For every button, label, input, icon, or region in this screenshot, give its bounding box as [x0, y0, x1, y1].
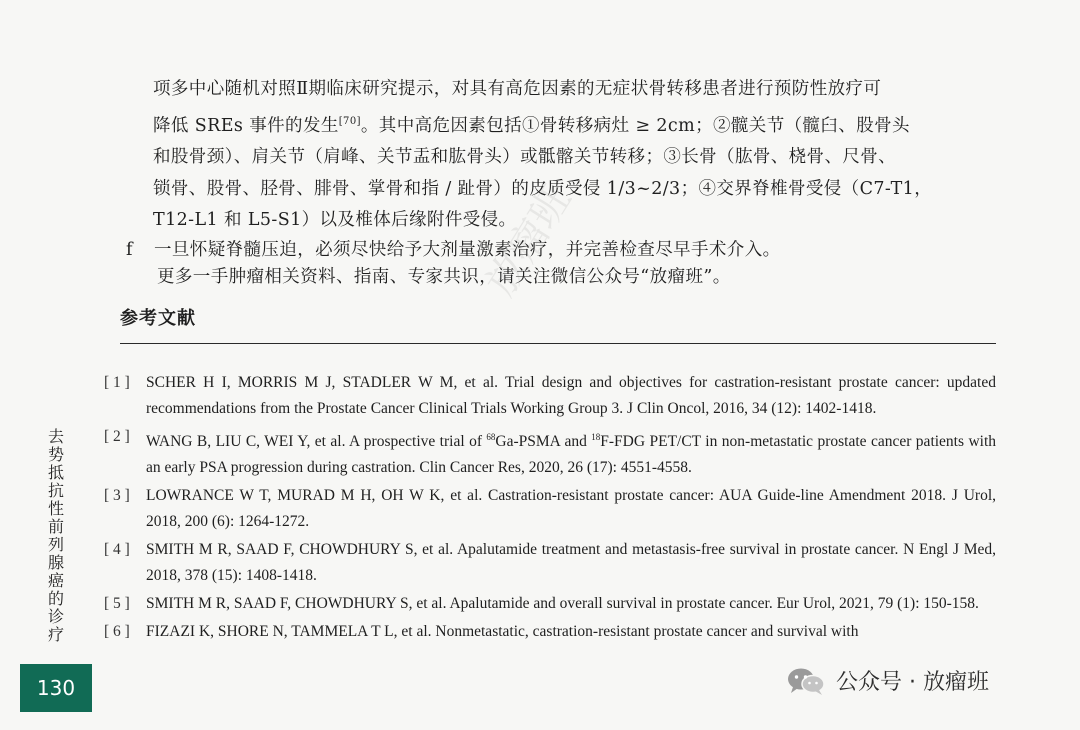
reference-item: [104, 619, 996, 645]
background-watermark: 放瘤班: [477, 178, 581, 305]
reference-number: [ 1 ]: [104, 374, 130, 391]
reference-number: [ 4 ]: [104, 541, 130, 558]
item-f-marker: f: [126, 240, 133, 260]
heading-divider: [120, 343, 996, 344]
reference-text: SMITH M R, SAAD F, CHOWDHURY S, et al. Apalutamide treatment and metastasis-free survival in prostate cancer. N Engl J Med, 2018, 378 (15): 1408-1418.: [146, 541, 996, 584]
reference-text: SMITH M R, SAAD F, CHOWDHURY S, et al. Apalutamide and overall survival in prostate cancer. Eur Urol, 2021, 79 (1): 150-158.: [146, 595, 979, 612]
reference-item: [104, 370, 996, 422]
item-f: [126, 236, 781, 261]
reference-list: [104, 370, 996, 647]
body-line-2-tail: 。其中高危因素包括①骨转移病灶 ≥ 2cm；②髋关节（髋臼、股骨头: [360, 115, 910, 136]
reference-number: [ 6 ]: [104, 623, 130, 640]
body-line-5: T12-L1 和 L5-S1）以及椎体后缘附件受侵。: [153, 210, 517, 230]
reference-item: [104, 537, 996, 589]
citation-70[interactable]: [70]: [338, 115, 361, 127]
body-line-4: 锁骨、股骨、胫骨、腓骨、掌骨和指 / 趾骨）的皮质受侵 1/3~2/3；④交界脊椎骨受侵（C7-T1，: [153, 178, 933, 199]
reference-item: [104, 591, 996, 617]
body-line-2: [153, 106, 1003, 143]
body-line-1: 项多中心随机对照Ⅱ期临床研究提示，对具有高危因素的无症状骨转移患者进行预防性放疗可: [153, 79, 882, 99]
references-heading: 参考文献: [120, 308, 196, 329]
reference-text-part: Ga-PSMA and: [495, 433, 592, 450]
reference-number: [ 3 ]: [104, 487, 130, 504]
isotope-superscript: 18: [591, 432, 601, 442]
body-paragraph: [153, 74, 1003, 237]
body-line-3: 和股骨颈）、肩关节（肩峰、关节盂和肱骨头）或骶髂关节转移；③长骨（肱骨、桡骨、尺骨、: [153, 147, 897, 167]
wechat-watermark: [786, 665, 989, 696]
item-f-text: 一旦怀疑脊髓压迫，必须尽快给予大剂量激素治疗，并完善检查尽早手术介入。: [154, 240, 781, 260]
reference-text: [146, 424, 996, 481]
reference-item: [104, 424, 996, 481]
side-running-title: 去势抵抗性前列腺癌的诊疗: [47, 427, 64, 644]
reference-text-part: WANG B, LIU C, WEI Y, et al. A prospective trial of: [146, 433, 487, 450]
body-line-2-head: 降低 SREs 事件的发生: [153, 115, 339, 136]
reference-number: [ 2 ]: [104, 428, 130, 445]
wechat-promo-note: 更多一手肿瘤相关资料、指南、专家共识，请关注微信公众号“放瘤班”。: [157, 267, 731, 287]
wechat-icon: [786, 666, 826, 696]
reference-text: FIZAZI K, SHORE N, TAMMELA T L, et al. Nonmetastatic, castration-resistant prostate cancer and survival with: [146, 623, 859, 640]
reference-text-part: F-FDG PET/CT in non-metastatic prostate cancer patients with an early PSA progression during castration. Clin Cancer Res, 2020, 26 (17): 4551-4558.: [146, 433, 997, 476]
reference-item: [104, 483, 996, 535]
reference-text: LOWRANCE W T, MURAD M H, OH W K, et al. Castration-resistant prostate cancer: AUA Guide-line Amendment 2018. J Urol, 2018, 200 (6): 1264-1272.: [146, 487, 996, 530]
page-number-badge: 130: [20, 664, 92, 712]
reference-number: [ 5 ]: [104, 595, 130, 612]
isotope-superscript: 68: [486, 432, 496, 442]
watermark-label: 公众号 · 放瘤班: [836, 670, 989, 695]
reference-text: SCHER H I, MORRIS M J, STADLER W M, et al. Trial design and objectives for castration-resistant prostate cancer: updated recommendations from the Prostate Cancer Clinical Trials Working Group 3. J Clin Oncol, 2016, 34 (12): 1402-1418.: [146, 374, 996, 417]
